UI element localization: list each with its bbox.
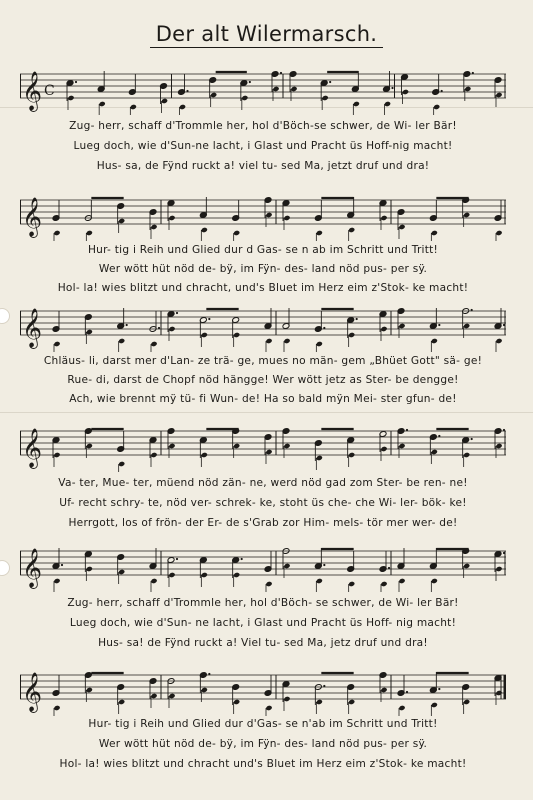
note-head <box>233 230 240 236</box>
note-head <box>265 581 272 587</box>
note-head <box>86 230 93 236</box>
lyric-line-2: Wer wött hüt nöd de- bÿ, im Fÿn- des- land nöd pus- per sÿ. <box>98 738 428 750</box>
lyric-line-3: Hus- sa, de Fÿnd ruckt a! viel tu- sed Ma, jetzt druf und dra! <box>96 160 430 172</box>
music-staff <box>20 667 506 717</box>
note-head <box>150 693 157 699</box>
note-head <box>67 95 74 101</box>
note-head <box>233 332 240 338</box>
note-dot <box>61 564 63 566</box>
note-dot <box>356 318 358 320</box>
note-head <box>53 341 60 347</box>
note-head <box>380 581 387 587</box>
song-title <box>0 22 533 46</box>
note-head <box>431 578 438 584</box>
note-head <box>201 332 208 338</box>
note-head <box>495 443 502 449</box>
note-head <box>283 215 290 221</box>
note-head <box>463 212 470 218</box>
note-dot <box>406 429 408 431</box>
note-head <box>316 455 323 461</box>
note-head <box>495 338 502 344</box>
music-staff <box>20 303 506 353</box>
lyric-line-1: Hur- tig i Reih und Glied dur d Gas- se n ab im Schritt und Tritt! <box>87 244 439 256</box>
note-head <box>168 215 175 221</box>
note-head <box>201 452 208 458</box>
treble-clef-icon: 𝄞 <box>22 672 43 712</box>
note-head <box>265 705 272 711</box>
note-head <box>380 446 387 452</box>
treble-clef-icon: 𝄞 <box>22 428 43 468</box>
lyric-line-2: Uf- recht schry- te, nöd ver- schrek- ke, stoht üs che- che Wi- ler- bök- ke! <box>59 497 467 509</box>
note-head <box>464 86 471 92</box>
note-dot <box>176 558 178 560</box>
note-head <box>398 705 405 711</box>
note-head <box>384 101 391 107</box>
note-head <box>353 101 360 107</box>
music-staff <box>20 543 506 593</box>
final-bar-line <box>504 675 507 699</box>
note-head <box>348 332 355 338</box>
note-dot <box>323 564 325 566</box>
note-dot <box>471 309 473 311</box>
note-head <box>348 699 355 705</box>
lyric-line-3: Hol- la! wies blitzt und chracht und's Bluet im Herz eim z'Stok- ke macht! <box>59 758 467 770</box>
lyric-line-1: Chläus- li, darst mer d'Lan- ze trä- ge, mues no män- gem „Bhüet Gott" sä- ge! <box>43 355 483 367</box>
note-head <box>316 699 323 705</box>
note-head <box>463 563 470 569</box>
treble-clef-icon: 𝄞 <box>22 308 43 348</box>
note-head <box>150 452 157 458</box>
note-head <box>53 578 60 584</box>
music-staff <box>20 66 506 116</box>
note-head <box>348 452 355 458</box>
note-head <box>233 443 240 449</box>
note-dot <box>208 318 210 320</box>
note-head <box>398 224 405 230</box>
note-head <box>168 572 175 578</box>
note-head <box>86 443 93 449</box>
lyric-line-3: Ach, wie brennt mÿ tü- fi Wun- de! Ha so bald mÿn Mei- ster gfun- de! <box>69 393 457 405</box>
note-head <box>201 227 208 233</box>
note-head <box>495 230 502 236</box>
note-head <box>168 326 175 332</box>
note-head <box>495 92 502 98</box>
note-dot <box>323 327 325 329</box>
note-head <box>86 329 93 335</box>
note-dot <box>441 90 443 92</box>
note-head <box>118 699 125 705</box>
note-head <box>463 452 470 458</box>
lyric-line-3: Herrgott, los of frön- der Er- de s'Grab zor Him- mels- tör mer wer- de! <box>68 517 458 529</box>
note-head <box>398 578 405 584</box>
lyric-line-2: Wer wött hüt nöd de- bÿ, im Fÿn- des- land nöd pus- per sÿ. <box>98 263 428 275</box>
paper-crease <box>0 412 533 413</box>
music-staff <box>20 192 506 242</box>
note-head <box>398 443 405 449</box>
music-staff <box>20 423 506 473</box>
note-head <box>118 218 125 224</box>
note-head <box>431 230 438 236</box>
lyric-line-2: Lueg doch, wie d'Sun-ne lacht, i Glast und Pracht üs Hoff-nig macht! <box>73 140 453 152</box>
note-head <box>290 86 297 92</box>
note-head <box>316 578 323 584</box>
lyric-line-1: Zug- herr, schaff d'Trommle her, hol d'Böch-se schwer, de Wi- ler Bär! <box>69 120 457 132</box>
note-head <box>380 326 387 332</box>
note-dot <box>329 81 331 83</box>
note-head <box>322 95 329 101</box>
note-dot <box>471 438 473 440</box>
note-dot <box>438 688 440 690</box>
note-head <box>168 693 175 699</box>
treble-clef-icon: 𝄞 <box>22 197 43 237</box>
note-head <box>99 101 106 107</box>
note-head <box>201 572 208 578</box>
punch-hole <box>0 308 10 324</box>
note-head <box>348 227 355 233</box>
note-dot <box>176 312 178 314</box>
note-head <box>241 95 248 101</box>
lyric-line-3: Hol- la! wies blitzt und chracht, und's Bluet im Herz eim z'Stok- ke macht! <box>57 282 469 294</box>
note-head <box>161 98 168 104</box>
note-dot <box>503 324 505 326</box>
note-head <box>380 215 387 221</box>
note-head <box>402 89 409 95</box>
note-dot <box>438 324 440 326</box>
note-head <box>53 230 60 236</box>
note-head <box>233 572 240 578</box>
note-head <box>150 224 157 230</box>
note-head <box>380 687 387 693</box>
note-head <box>283 338 290 344</box>
lyric-line-2: Lueg doch, wie d'Sun- ne lacht, i Glast und Pracht üs Hoff- nig macht! <box>69 617 457 629</box>
lyric-line-1: Zug- herr, schaff d'Trommle her, hol d'Böch- se schwer, de Wi- ler Bär! <box>67 597 459 609</box>
common-time-icon: C <box>44 83 55 99</box>
note-head <box>118 338 125 344</box>
note-head <box>272 86 279 92</box>
note-dot <box>391 87 393 89</box>
note-dot <box>503 429 505 431</box>
note-head <box>86 566 93 572</box>
note-head <box>179 104 186 110</box>
note-head <box>265 212 272 218</box>
note-head <box>201 687 208 693</box>
punch-hole <box>0 560 10 576</box>
lyric-line-2: Rue- di, darst de Chopf nöd hängge! Wer wött jetz as Ster- be dengge! <box>67 374 459 386</box>
note-head <box>210 92 217 98</box>
note-dot <box>438 435 440 437</box>
lyric-line-1: Hur- tig i Reih und Glied dur d'Gas- se n'ab im Schritt und Tritt! <box>88 718 438 730</box>
note-head <box>398 323 405 329</box>
note-head <box>431 449 438 455</box>
note-dot <box>503 552 505 554</box>
note-head <box>118 569 125 575</box>
note-dot <box>472 72 474 74</box>
note-dot <box>241 558 243 560</box>
note-head <box>431 338 438 344</box>
lyric-line-3: Hus- sa! de Fÿnd ruckt a! Viel tu- sed Ma, jetz druf und dra! <box>98 637 428 649</box>
note-dot <box>75 81 77 83</box>
note-head <box>463 323 470 329</box>
note-head <box>86 687 93 693</box>
note-head <box>265 449 272 455</box>
lyric-line-1: Va- ter, Mue- ter, müend nöd zän- ne, werd nöd gad zom Ster- be ren- ne! <box>58 477 468 489</box>
note-head <box>118 461 125 467</box>
note-head <box>283 443 290 449</box>
note-head <box>150 578 157 584</box>
note-dot <box>388 567 390 569</box>
note-head <box>265 338 272 344</box>
note-head <box>130 104 137 110</box>
note-dot <box>186 90 188 92</box>
note-dot <box>249 81 251 83</box>
note-head <box>431 702 438 708</box>
note-head <box>168 443 175 449</box>
note-head <box>53 452 60 458</box>
note-dot <box>208 673 210 675</box>
note-head <box>283 563 290 569</box>
song-title-text: Der alt Wilermarsch. <box>150 22 384 48</box>
note-dot <box>280 72 282 74</box>
note-head <box>348 581 355 587</box>
treble-clef-icon: 𝄞 <box>22 548 43 588</box>
note-head <box>316 230 323 236</box>
note-head <box>233 699 240 705</box>
note-dot <box>158 327 160 329</box>
note-dot <box>126 324 128 326</box>
note-head <box>283 696 290 702</box>
note-head <box>433 104 440 110</box>
note-head <box>150 341 157 347</box>
note-head <box>53 705 60 711</box>
note-dot <box>406 691 408 693</box>
note-dot <box>323 685 325 687</box>
treble-clef-icon: 𝄞 <box>22 71 43 111</box>
note-head <box>463 699 470 705</box>
note-head <box>316 341 323 347</box>
note-head <box>495 690 502 696</box>
note-head <box>495 566 502 572</box>
